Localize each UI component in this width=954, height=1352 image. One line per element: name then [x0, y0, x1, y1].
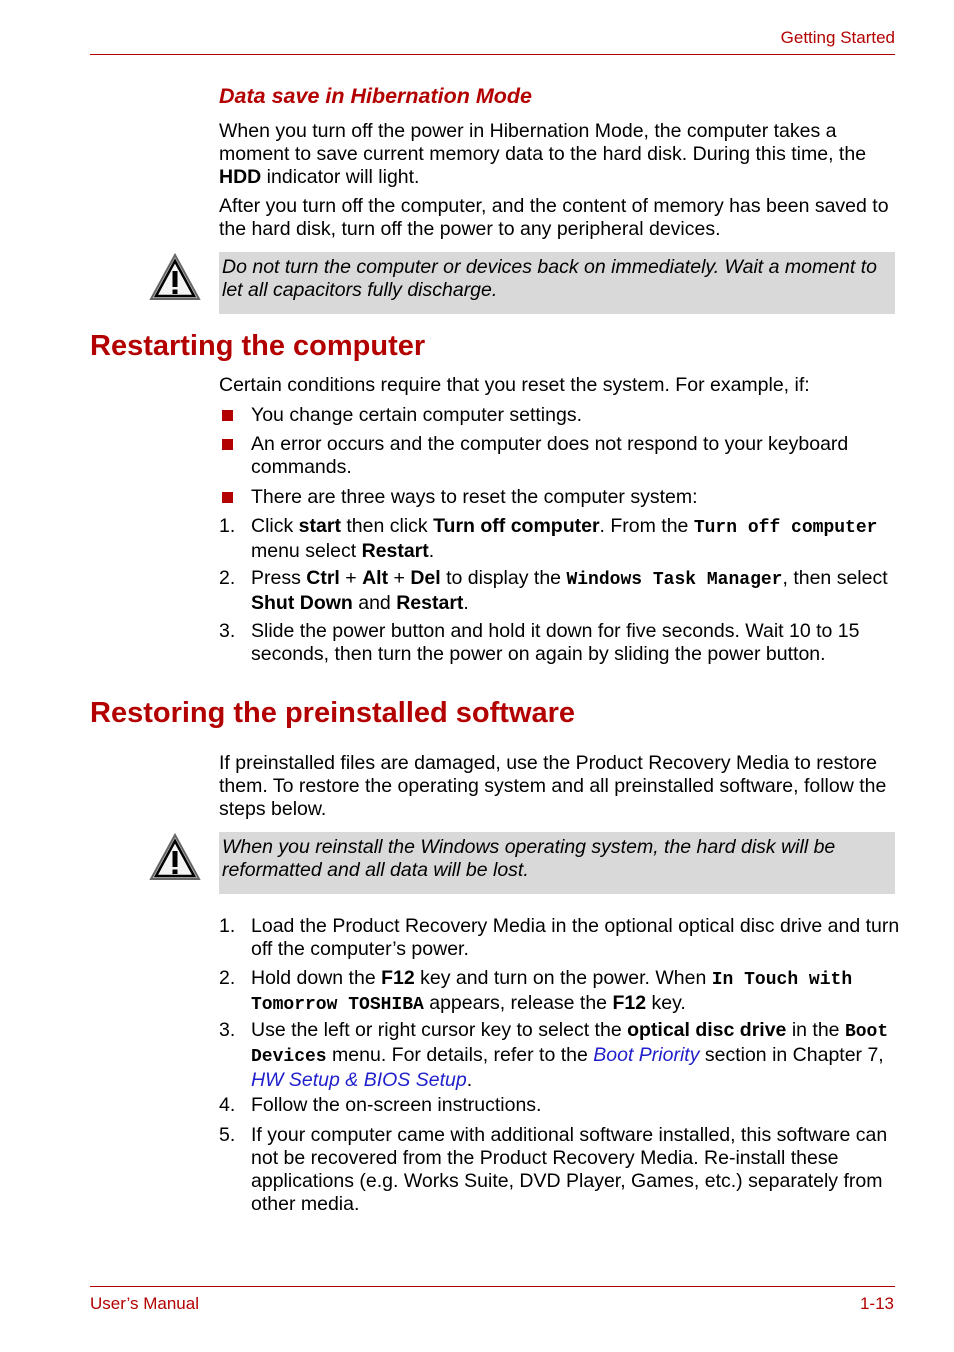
- warning-icon: [148, 251, 202, 305]
- header-rule: [90, 54, 895, 55]
- restarting-intro: Certain conditions require that you reset the system. For example, if:: [219, 374, 810, 396]
- restore-step-2: Hold down the F12 key and turn on the power. When In Touch with Tomorrow TOSHIBA appears, release the F12 key.: [251, 967, 853, 1015]
- step-number: 2.: [219, 967, 236, 989]
- step-number: 1.: [219, 515, 236, 537]
- page-number: 1-13: [859, 1294, 894, 1313]
- restoring-intro: If preinstalled files are damaged, use the Product Recovery Media to restore them. To restore the operating system and all preinstalled software, follow the steps below.: [219, 752, 887, 820]
- hibernation-paragraph-1: When you turn off the power in Hibernation Mode, the computer takes a moment to save current memory data to the hard disk. During this time, the HDD indicator will light.: [219, 120, 867, 188]
- section-title-restarting: Restarting the computer: [90, 330, 426, 362]
- section-title-restoring: Restoring the preinstalled software: [90, 697, 576, 729]
- bullet-marker: [222, 492, 233, 503]
- restore-step-3: Use the left or right cursor key to select the optical disc drive in the Boot Devices menu. For details, refer to the Boot Priority section in Chapter 7, HW Setup & BIOS Setup.: [251, 1019, 889, 1091]
- step-number: 3.: [219, 1019, 236, 1041]
- step-number: 5.: [219, 1124, 236, 1146]
- hw-setup-link[interactable]: HW Setup & BIOS Setup: [251, 1069, 467, 1091]
- running-header: Getting Started: [780, 28, 895, 47]
- step-number: 1.: [219, 915, 236, 937]
- step-number: 3.: [219, 620, 236, 642]
- caution-note: When you reinstall the Windows operating system, the hard disk will be reformatted and all data will be lost.: [219, 832, 895, 894]
- list-item: You change certain computer settings.: [251, 404, 582, 426]
- subsection-heading: Data save in Hibernation Mode: [219, 84, 533, 108]
- boot-priority-link[interactable]: Boot Priority: [593, 1044, 700, 1066]
- restart-step-3: Slide the power button and hold it down for five seconds. Wait 10 to 15 seconds, then turn the power on again by sliding the power button.: [251, 620, 860, 665]
- restore-step-5: If your computer came with additional software installed, this software can not be recovered from the Product Recovery Media. Re-install these applications (e.g. Works Suite, DVD Player, Games, etc.) separately from other media.: [251, 1124, 888, 1215]
- restore-step-1: Load the Product Recovery Media in the optional optical disc drive and turn off the computer’s power.: [251, 915, 900, 960]
- bullet-marker: [222, 439, 233, 450]
- bullet-marker: [222, 410, 233, 421]
- step-number: 2.: [219, 567, 236, 589]
- restart-step-2: Press Ctrl + Alt + Del to display the Windows Task Manager, then select Shut Down and Restart.: [251, 567, 888, 614]
- restore-step-4: Follow the on-screen instructions.: [251, 1094, 542, 1116]
- footer-rule: [90, 1286, 895, 1287]
- warning-icon: [148, 831, 202, 885]
- footer-title: User’s Manual: [90, 1294, 199, 1313]
- caution-note: Do not turn the computer or devices back on immediately. Wait a moment to let all capacitors fully discharge.: [219, 252, 895, 314]
- hibernation-paragraph-2: After you turn off the computer, and the content of memory has been saved to the hard disk, turn off the power to any peripheral devices.: [219, 195, 889, 240]
- step-number: 4.: [219, 1094, 236, 1116]
- list-item: There are three ways to reset the computer system:: [251, 486, 698, 508]
- restart-step-1: Click start then click Turn off computer. From the Turn off computer menu select Restart.: [251, 515, 878, 562]
- list-item: An error occurs and the computer does not respond to your keyboard commands.: [251, 433, 849, 478]
